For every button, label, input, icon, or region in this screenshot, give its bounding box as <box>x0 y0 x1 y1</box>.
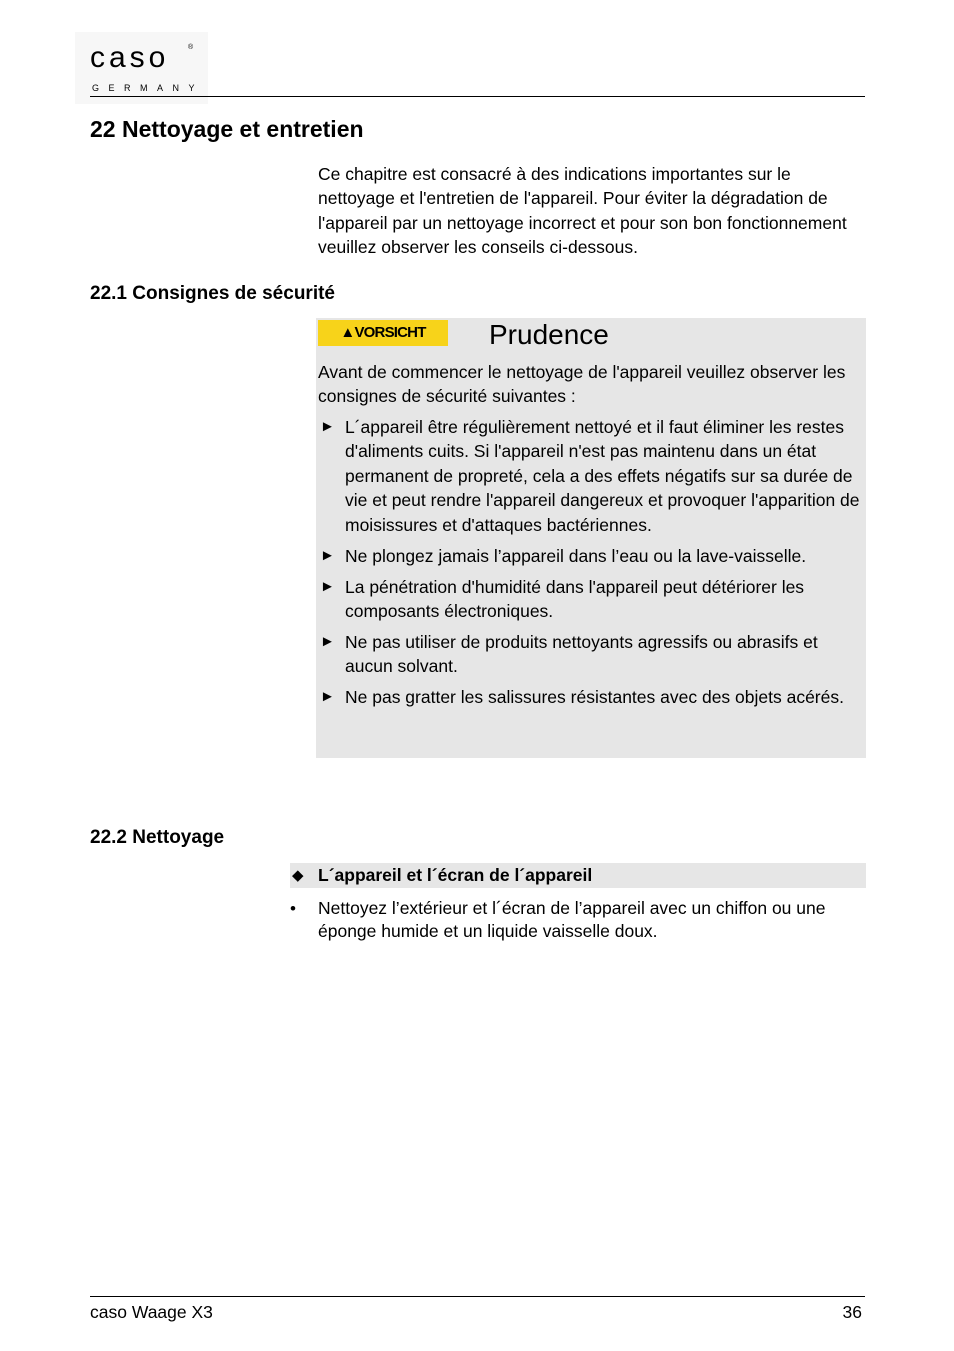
caso-logo: caso <box>90 41 170 74</box>
list-item: ► Ne plongez jamais l’appareil dans l’eau ou la lave-vaisselle. <box>318 544 866 568</box>
diamond-icon: ◆ <box>292 867 304 884</box>
arrow-icon: ► <box>320 688 335 706</box>
arrow-icon: ► <box>320 577 335 595</box>
cleaning-heading: 22.2 Nettoyage <box>90 827 225 848</box>
warning-intro: Avant de commencer le nettoyage de l'appareil veuillez observer les consignes de sécurité suivantes : <box>318 362 846 407</box>
section-intro: Ce chapitre est consacré à des indications importantes sur le nettoyage et l'entretien de l'appareil. Pour éviter la dégradation de l'appareil par un nettoyage incorrect et pour son bon fonctionnement veuillez observer les conseils ci-dessous. <box>318 164 847 258</box>
cleaning-text: Nettoyez l’extérieur et l´écran de l’appareil avec un chiffon ou une éponge humide et un liquide vaisselle doux. <box>318 898 826 941</box>
header-divider <box>90 96 865 97</box>
list-item: ► Ne pas gratter les salissures résistantes avec des objets acérés. <box>318 685 866 709</box>
list-item: ► L´appareil être régulièrement nettoyé et il faut éliminer les restes d'aliments cuits. Si l'appareil n'est pas maintenu dans un état permanent de propreté, cela a des effets négatifs sur sa durée de vie et peut rendre l'appareil dangereux et provoquer l'apparition de moisissures et d'attaques bactériennes. <box>320 417 860 535</box>
footer-divider <box>90 1296 865 1297</box>
list-item: ► La pénétration d'humidité dans l'appareil peut détériorer les composants électroniques. <box>320 576 805 622</box>
arrow-icon: ► <box>320 546 335 564</box>
logo-subtitle: GERMANY <box>92 83 205 93</box>
cleaning-subheading: L´appareil et l´écran de l´appareil <box>318 865 593 885</box>
arrow-icon: ► <box>320 418 335 435</box>
safety-heading: 22.1 Consignes de sécurité <box>90 283 335 304</box>
warning-title: Prudence <box>489 319 609 350</box>
vorsicht-badge: ▲VORSICHT <box>318 320 448 346</box>
registered-mark: ® <box>188 44 194 51</box>
safety-list <box>318 415 866 716</box>
footer-product: caso Waage X3 <box>90 1302 213 1322</box>
list-item: ► Ne pas utiliser de produits nettoyants agressifs ou abrasifs et aucun solvant. <box>320 632 818 677</box>
page-number: 36 <box>842 1302 862 1322</box>
section-title: 22 Nettoyage et entretien <box>90 116 364 142</box>
bullet-icon: • <box>290 899 296 918</box>
arrow-icon: ► <box>320 633 335 651</box>
